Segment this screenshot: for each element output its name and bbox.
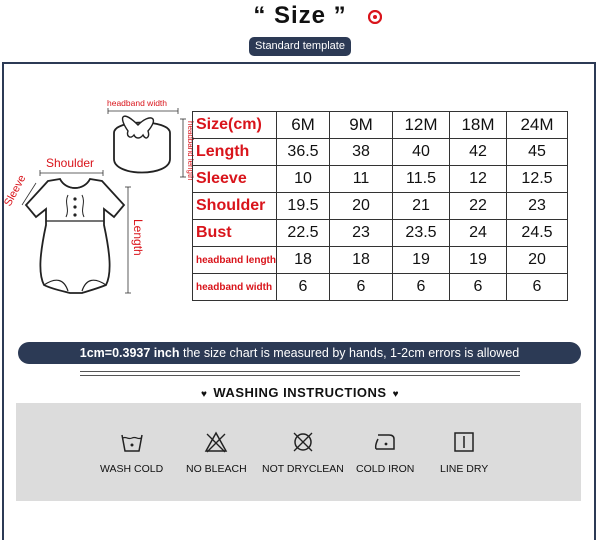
divider (80, 371, 520, 372)
wash-item (356, 431, 414, 475)
no-dryclean-icon (291, 431, 315, 453)
table-row (193, 139, 568, 166)
headband-width-label: headband width (107, 98, 168, 108)
table-cell: 24 (450, 220, 507, 247)
bodysuit-drawing (2, 156, 145, 293)
note-text: the size chart is measured by hands, 1-2cm errors is allowed (179, 346, 520, 360)
wash-item (440, 431, 488, 475)
table-cell: 20 (507, 247, 568, 274)
table-cell: 20 (330, 193, 393, 220)
table-cell: 6 (450, 274, 507, 301)
table-cell: 19 (450, 247, 507, 274)
wash-item (186, 431, 247, 475)
heart-badge-icon (368, 10, 382, 24)
measurement-note (18, 342, 581, 364)
table-cell: 21 (393, 193, 450, 220)
washing-title (0, 385, 600, 400)
wash-cold-icon (120, 431, 144, 453)
table-cell: 19.5 (277, 193, 330, 220)
row-label: Shoulder (193, 193, 277, 220)
heart-icon: ♥ (392, 389, 400, 400)
wash-label: COLD IRON (356, 463, 415, 475)
template-badge: Standard template (249, 37, 351, 56)
heart-icon: ♥ (200, 389, 208, 400)
line-dry-icon (453, 431, 475, 453)
table-cell: 40 (393, 139, 450, 166)
page-title: “ Size ” (253, 2, 347, 29)
wash-label: WASH COLD (100, 463, 164, 475)
table-cell: 12.5 (507, 166, 568, 193)
table-header-row (193, 112, 568, 139)
table-cell: 6 (330, 274, 393, 301)
table-cell: 12 (450, 166, 507, 193)
washing-panel (16, 403, 581, 501)
cold-iron-icon (372, 431, 398, 453)
column-header: 18M (450, 112, 507, 139)
column-header: 24M (507, 112, 568, 139)
table-cell: 22.5 (277, 220, 330, 247)
table-cell: 6 (393, 274, 450, 301)
conversion-text: 1cm=0.3937 inch (79, 346, 180, 360)
table-cell: 18 (330, 247, 393, 274)
wash-label: NOT DRYCLEAN (262, 463, 344, 475)
wash-item (262, 431, 344, 475)
wash-label: LINE DRY (440, 463, 489, 475)
washing-title-text: WASHING INSTRUCTIONS (213, 385, 387, 400)
table-row (193, 274, 568, 301)
row-label: Sleeve (193, 166, 277, 193)
table-cell: 11 (330, 166, 393, 193)
table-cell: 24.5 (507, 220, 568, 247)
table-row (193, 220, 568, 247)
wash-item (100, 431, 163, 475)
row-label: headband width (193, 274, 277, 301)
no-bleach-icon (204, 431, 228, 453)
table-cell: 19 (393, 247, 450, 274)
row-label: headband length (193, 247, 277, 274)
table-cell: 23 (507, 193, 568, 220)
table-cell: 22 (450, 193, 507, 220)
table-cell: 23.5 (393, 220, 450, 247)
table-cell: 23 (330, 220, 393, 247)
table-corner-cell: Size(cm) (193, 112, 277, 139)
table-cell: 42 (450, 139, 507, 166)
table-cell: 36.5 (277, 139, 330, 166)
divider (80, 375, 520, 376)
sleeve-label: Sleeve (2, 173, 29, 209)
column-header: 6M (277, 112, 330, 139)
headband-drawing (107, 98, 195, 181)
table-cell: 38 (330, 139, 393, 166)
table-row (193, 166, 568, 193)
table-cell: 18 (277, 247, 330, 274)
table-cell: 6 (277, 274, 330, 301)
length-label: Length (131, 219, 145, 256)
table-cell: 10 (277, 166, 330, 193)
table-cell: 45 (507, 139, 568, 166)
row-label: Bust (193, 220, 277, 247)
garment-diagram (0, 95, 195, 305)
headband-length-label: headband length (186, 121, 195, 181)
table-cell: 6 (507, 274, 568, 301)
row-label: Length (193, 139, 277, 166)
table-row (193, 247, 568, 274)
table-cell: 11.5 (393, 166, 450, 193)
size-table (192, 111, 568, 301)
wash-label: NO BLEACH (186, 463, 247, 475)
table-row (193, 193, 568, 220)
column-header: 9M (330, 112, 393, 139)
shoulder-label: Shoulder (46, 156, 95, 170)
column-header: 12M (393, 112, 450, 139)
